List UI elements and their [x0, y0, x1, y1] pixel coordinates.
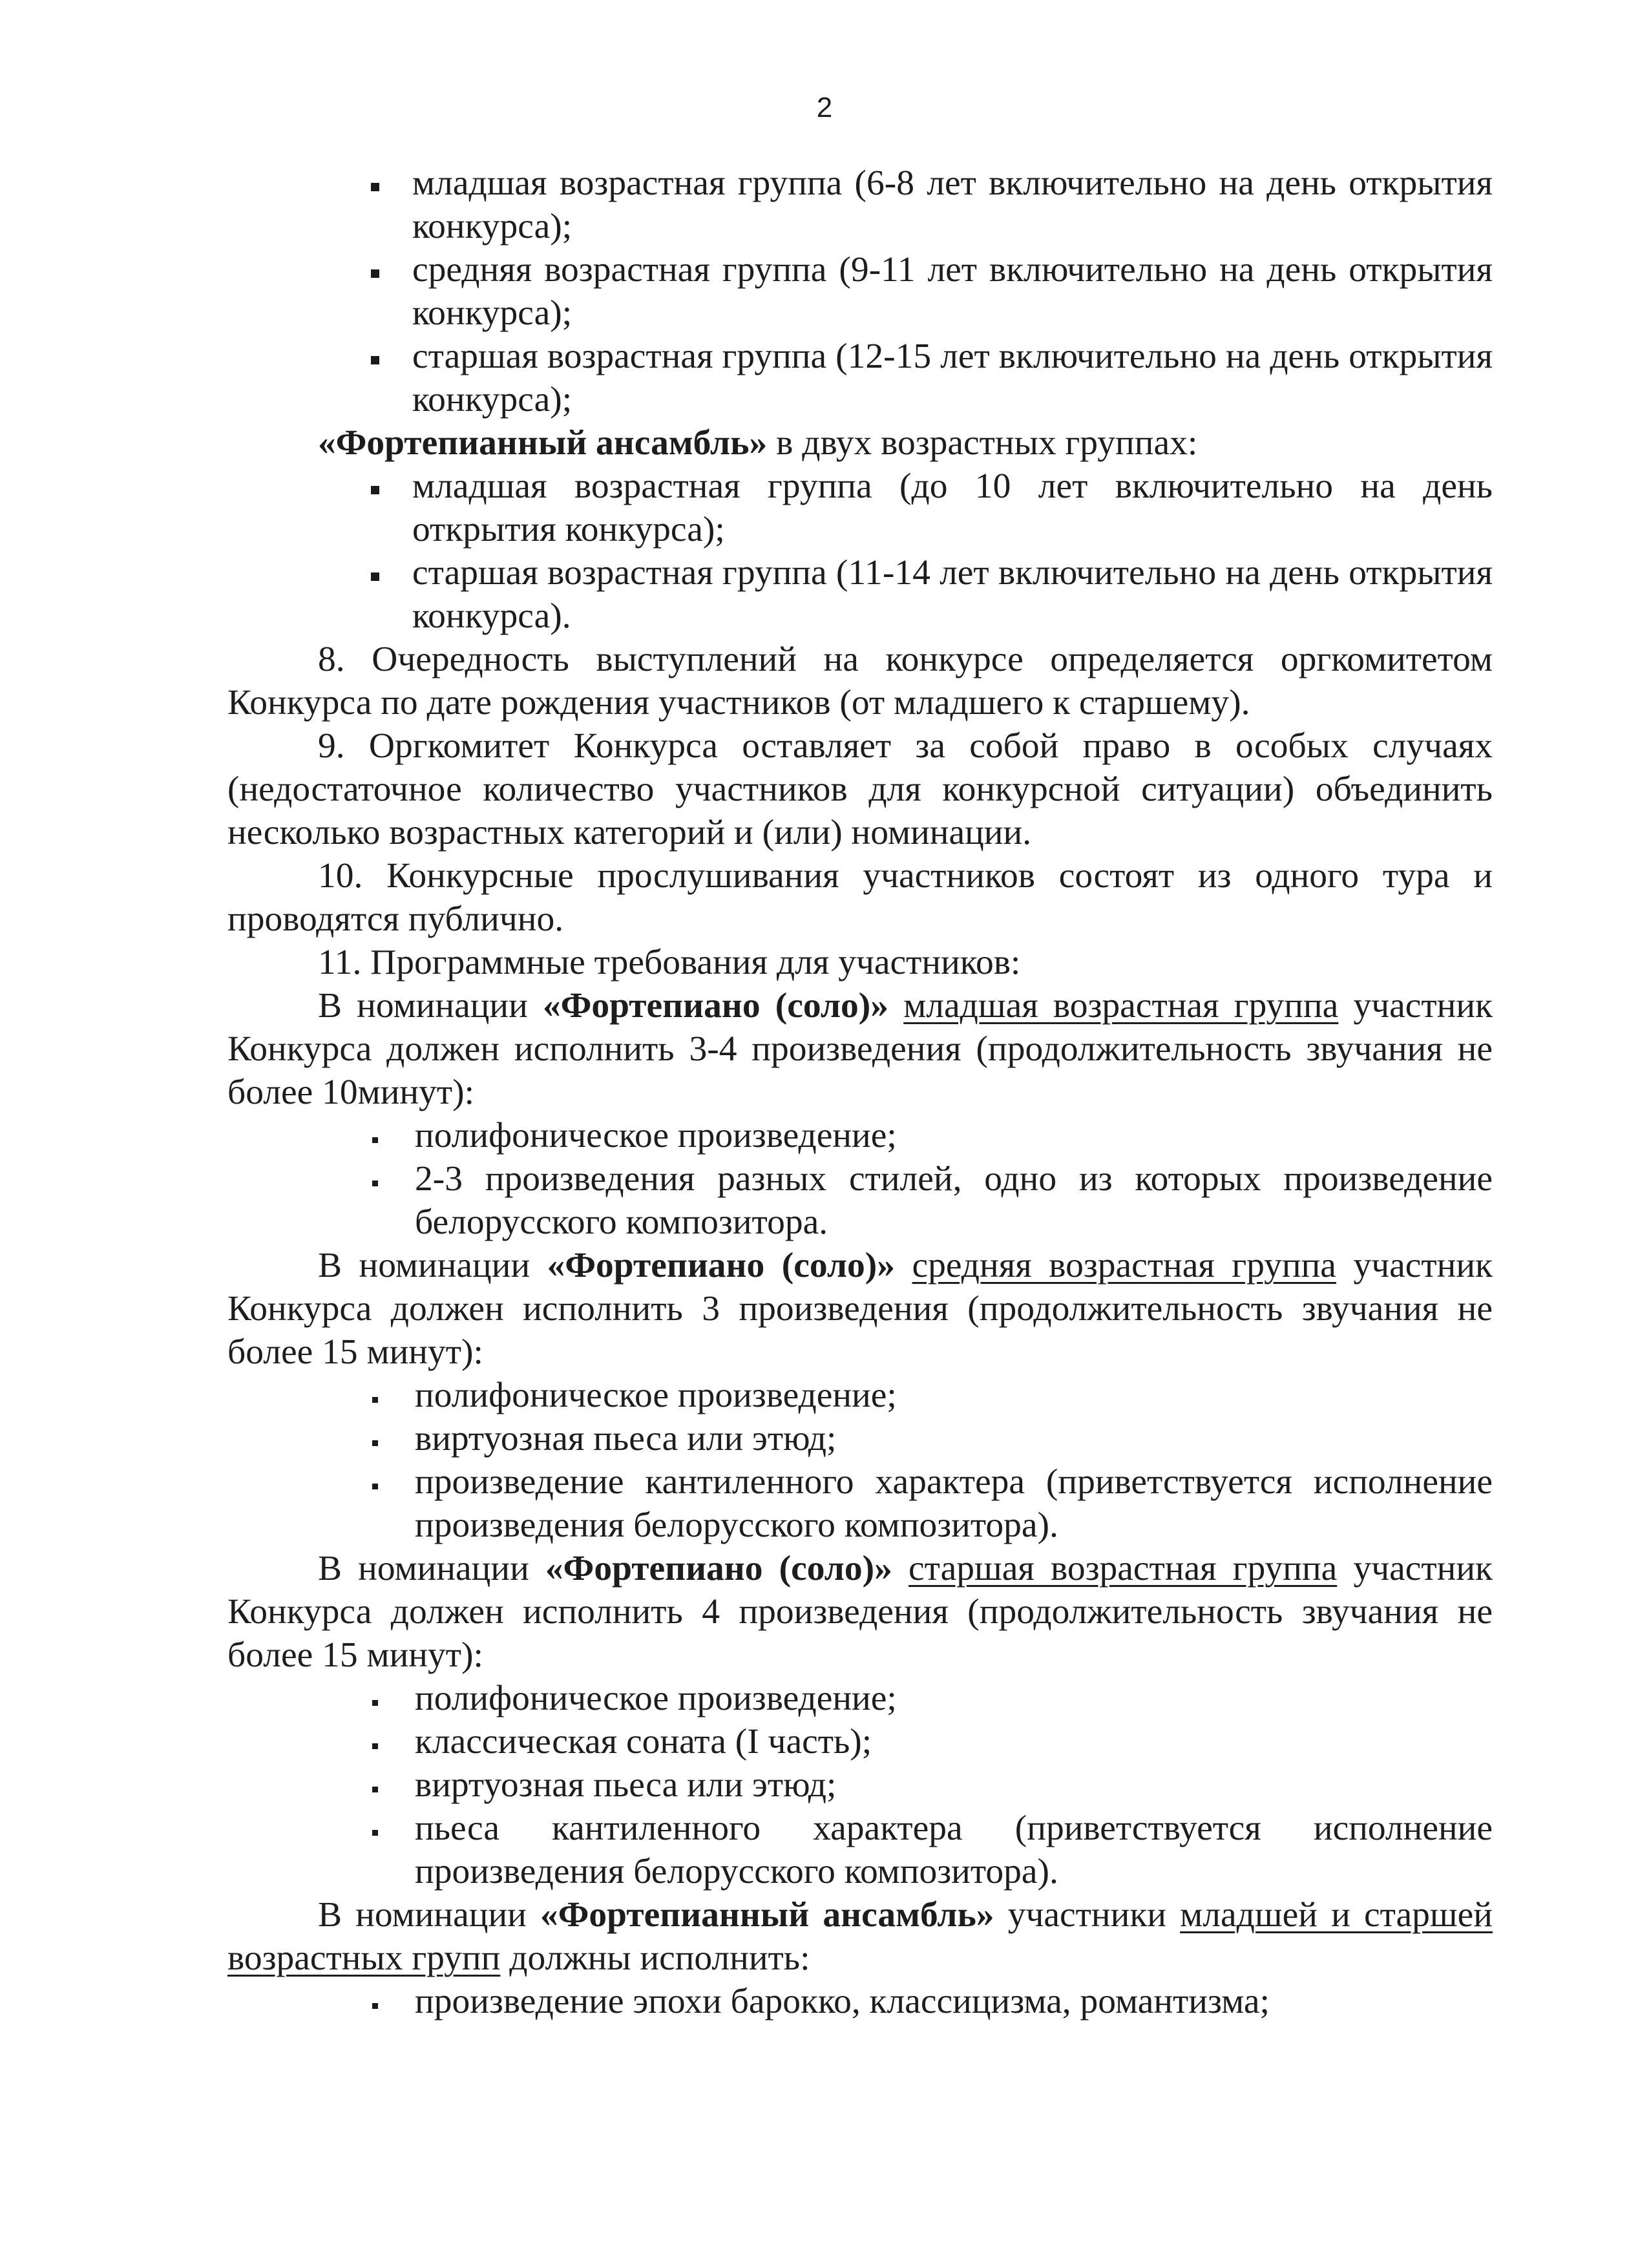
- middle-program-list: [227, 1374, 1493, 1547]
- list-item: классическая соната (I часть);: [226, 1720, 1493, 1763]
- bullet-square-icon: [364, 551, 390, 594]
- list-item: 2-3 произведения разных стилей, одно из которых произведение белорусского композитора.: [226, 1157, 1493, 1244]
- list-item: младшая возрастная группа (6-8 лет включительно на день открытия конкурса);: [226, 162, 1493, 248]
- list-item: средняя возрастная группа (9-11 лет включительно на день открытия конкурса);: [226, 248, 1493, 335]
- document-body: [227, 162, 1493, 2023]
- junior-requirements: В номинации «Фортепиано (соло)» младшая возрастная группа участник Конкурса должен исполнить 3-4 произведения (продолжительность звучания не более 10минут):: [227, 986, 1493, 1112]
- list-item: виртуозная пьеса или этюд;: [226, 1763, 1493, 1807]
- bullet-square-icon: [364, 335, 390, 378]
- bullet-square-icon: [364, 248, 390, 291]
- bullet-square-icon: [364, 1374, 390, 1417]
- list-item: полифоническое произведение;: [226, 1677, 1493, 1720]
- paragraph-11: 11. Программные требования для участников:: [318, 943, 1021, 982]
- paragraph-8: 8. Очередность выступлений на конкурсе определяется оргкомитетом Конкурса по дате рождения участников (от младшего к старшему).: [227, 640, 1493, 722]
- list-item: пьеса кантиленного характера (приветствуется исполнение произведения белорусского композитора).: [226, 1807, 1493, 1893]
- paragraph-9: 9. Оргкомитет Конкурса оставляет за собой право в особых случаях (недостаточное количество участников для конкурсной ситуации) объединить несколько возрастных категорий и (или) номинации.: [227, 726, 1493, 852]
- list-item: младшая возрастная группа (до 10 лет включительно на день открытия конкурса);: [226, 465, 1493, 551]
- bullet-square-icon: [364, 1763, 390, 1807]
- senior-program-list: [227, 1677, 1493, 1893]
- bullet-square-icon: [364, 1720, 390, 1763]
- ensemble-intro: «Фортепианный ансамбль» в двух возрастных группах:: [318, 423, 1198, 463]
- list-item: старшая возрастная группа (11-14 лет включительно на день открытия конкурса).: [226, 551, 1493, 638]
- bullet-square-icon: [364, 1980, 390, 2023]
- list-item: полифоническое произведение;: [226, 1114, 1493, 1157]
- bullet-square-icon: [364, 162, 390, 205]
- senior-requirements: В номинации «Фортепиано (соло)» старшая возрастная группа участник Конкурса должен исполнить 4 произведения (продолжительность звучания не более 15 минут):: [227, 1549, 1493, 1675]
- ensemble-requirements: В номинации «Фортепианный ансамбль» участники младшей и старшей возрастных групп должны исполнить:: [227, 1895, 1493, 1978]
- list-item: произведение эпохи барокко, классицизма, романтизма;: [226, 1980, 1493, 2023]
- bullet-square-icon: [364, 1417, 390, 1460]
- bullet-square-icon: [364, 1460, 390, 1504]
- middle-requirements: В номинации «Фортепиано (соло)» средняя возрастная группа участник Конкурса должен исполнить 3 произведения (продолжительность звучания не более 15 минут):: [227, 1246, 1493, 1372]
- list-item: произведение кантиленного характера (приветствуется исполнение произведения белорусского композитора).: [226, 1460, 1493, 1547]
- ensemble-program-list: [227, 1980, 1493, 2023]
- list-item: полифоническое произведение;: [226, 1374, 1493, 1417]
- list-item: старшая возрастная группа (12-15 лет включительно на день открытия конкурса);: [226, 335, 1493, 421]
- bullet-square-icon: [364, 465, 390, 508]
- bullet-square-icon: [364, 1114, 390, 1157]
- paragraph-10: 10. Конкурсные прослушивания участников состоят из одного тура и проводятся публично.: [227, 856, 1493, 939]
- list-item: виртуозная пьеса или этюд;: [226, 1417, 1493, 1460]
- bullet-square-icon: [364, 1677, 390, 1720]
- bullet-square-icon: [364, 1807, 390, 1850]
- age-groups-solo-list: [227, 162, 1493, 421]
- age-groups-ensemble-list: [227, 465, 1493, 638]
- bullet-square-icon: [364, 1157, 390, 1201]
- page-number: 2: [816, 92, 833, 123]
- junior-program-list: [227, 1114, 1493, 1244]
